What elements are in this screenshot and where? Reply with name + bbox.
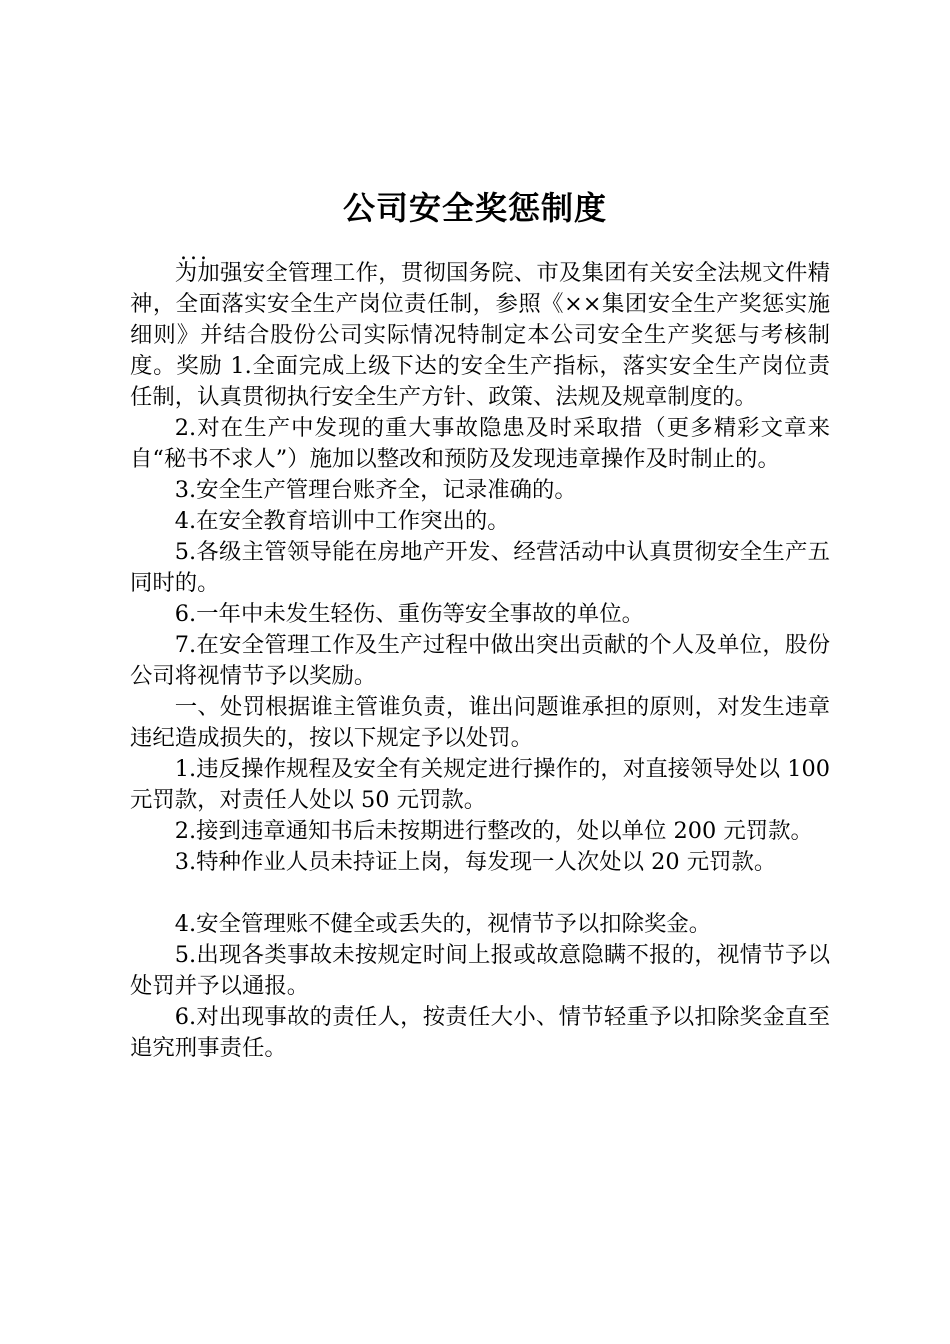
paragraph-penalty-heading: 一、处罚根据谁主管谁负责，谁出问题谁承担的原则，对发生违章违纪造成损失的，按以下规定予以处罚。 bbox=[130, 694, 830, 751]
paragraph-reward-3: 3.安全生产管理台账齐全，记录准确的。 bbox=[174, 477, 577, 503]
paragraph-reward-7: 7.在安全管理工作及生产过程中做出突出贡献的个人及单位，股份公司将视情节予以奖励。 bbox=[130, 632, 830, 689]
document-body bbox=[130, 258, 830, 1064]
paragraph-penalty-4: 4.安全管理账不健全或丢失的，视情节予以扣除奖金。 bbox=[174, 911, 712, 937]
paragraph-penalty-5: 5.出现各类事故未按规定时间上报或故意隐瞒不报的，视情节予以处罚并予以通报。 bbox=[130, 942, 830, 999]
ellipsis-marker: ... bbox=[180, 240, 210, 265]
paragraph-reward-4: 4.在安全教育培训中工作突出的。 bbox=[174, 508, 510, 534]
paragraph-reward-2: 2.对在生产中发现的重大事故隐患及时采取措（更多精彩文章来自“秘书不求人”）施加以整改和预防及发现违章操作及时制止的。 bbox=[130, 415, 830, 472]
document-title: 公司安全奖惩制度 bbox=[342, 189, 607, 227]
paragraph-reward-5: 5.各级主管领导能在房地产开发、经营活动中认真贯彻安全生产五同时的。 bbox=[130, 539, 830, 596]
paragraph-penalty-2: 2.接到违章通知书后未按期进行整改的，处以单位 200 元罚款。 bbox=[174, 818, 813, 844]
paragraph-penalty-1: 1.违反操作规程及安全有关规定进行操作的，对直接领导处以 100 元罚款，对责任人处以 50 元罚款。 bbox=[130, 756, 830, 813]
paragraph-reward-6: 6.一年中未发生轻伤、重伤等安全事故的单位。 bbox=[174, 601, 644, 627]
paragraph-penalty-3: 3.特种作业人员未持证上岗，每发现一人次处以 20 元罚款。 bbox=[174, 849, 777, 875]
paragraph-intro: 为加强安全管理工作，贯彻国务院、市及集团有关安全法规文件精神，全面落实安全生产岗位责任制，参照《××集团安全生产奖惩实施细则》并结合股份公司实际情况特制定本公司安全生产奖惩与考核制度。奖励 1.全面完成上级下达的安全生产指标，落实安全生产岗位责任制，认真贯彻执行安全生产方针、政策、法规及规章制度的。 bbox=[130, 260, 830, 410]
paragraph-penalty-6: 6.对出现事故的责任人，按责任大小、情节轻重予以扣除奖金直至追究刑事责任。 bbox=[130, 1004, 830, 1061]
